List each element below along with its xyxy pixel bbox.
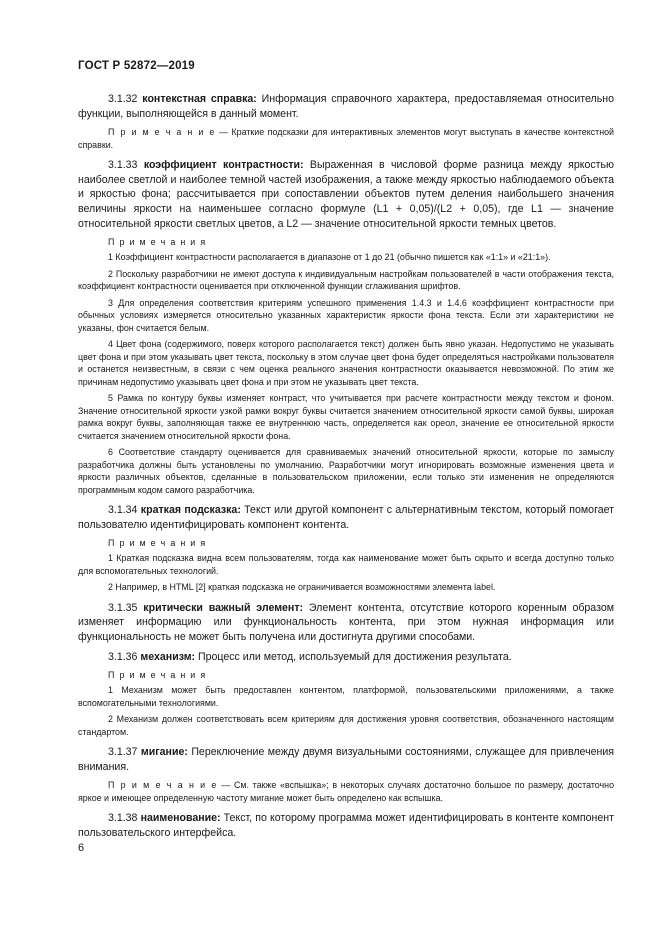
definition-text: Элемент контента, отсутствие которого коренным образом изменяет информацию или функциональность контента, при этом нужная информация или функциональность не может быть получена или достигнута другими способами.: [78, 601, 614, 644]
note-text: — См. также «вспышка»; в некоторых случаях достаточно большое по размеру, достаточно яркое и имеющее определенную частоту мигание может быть определено как вспышка.: [78, 780, 615, 803]
definition-text: Текст или другой компонент с альтернативным текстом, который помогает пользователю идентифицировать компонент контента.: [78, 504, 614, 531]
clause-number: 3.1.36: [108, 650, 138, 663]
term-name: мигание:: [140, 746, 188, 759]
term-name: коэффициент контрастности:: [143, 159, 304, 172]
note-text: — Краткие подсказки для интерактивных элементов могут выступать в качестве контекстной справки.: [78, 127, 614, 150]
clause-number: 3.1.35: [108, 601, 138, 614]
note-item: 5 Рамка по контуру буквы изменяет контраст, что учитывается при расчете контрастности между текстом и фоном. Значение относительной яркости узкой рамки вокруг буквы считается значением относительной яркости самой буквы, широкая рамка вокруг буквы, заполняющая также ее внутреннюю часть, определяется как ореол, значение ее относительной яркости считается значением относительной яркости фона.: [78, 393, 614, 441]
note: [78, 126, 614, 151]
term-name: краткая подсказка:: [140, 504, 241, 517]
note-item: 2 Механизм должен соответствовать всем критериям для достижения уровня соответствия, обозначенного настоящим стандартом.: [78, 714, 614, 737]
definition-text: Выраженная в числовой форме разница между яркостью наиболее светлой и наиболее темной частей изображения, а также между яркостью наблюдаемого объекта и яркостью фона; рассчитывается при сопоставлении объектов путем деления наибольшего значения величины яркости на наименьшее согласно формуле (L1 + 0,05)/(L2 + 0,05), где L1 — значение относительной яркости светлых цветов, а L2 — значение относительной яркости темных цветов.: [78, 159, 614, 230]
notes-heading: П р и м е ч а н и я: [108, 538, 207, 549]
definition-text: Переключение между двумя визуальными состояниями, служащее для привлечения внимания.: [78, 746, 614, 773]
clause-number: 3.1.32: [108, 93, 138, 105]
notes-heading: П р и м е ч а н и я: [108, 237, 207, 248]
clause-number: 3.1.38: [108, 812, 138, 825]
term-definition: [78, 92, 614, 121]
term-name: наименование:: [140, 812, 221, 825]
term-definition: [78, 158, 614, 231]
note-item: 6 Соответствие стандарту оценивается для сравниваемых значений относительной яркости, которые по замыслу разработчика должны быть установлены по умолчанию. Разработчики могут игнорировать возможные изменения цвета и яркости различных объектов, сделанные в пользовательском приложении, если только эти изменения не определяются программным кодом самого разработчика.: [78, 447, 614, 495]
term-definition: [78, 503, 614, 532]
definition-text: Информация справочного характера, предоставляемая относительно функции, выполняющейся в данный момент.: [78, 93, 614, 120]
term-name: критически важный элемент:: [143, 601, 304, 614]
clause-number: 3.1.34: [108, 504, 138, 517]
note-label: П р и м е ч а н и е: [108, 780, 218, 791]
term-definition: [78, 811, 614, 840]
definition-text: Процесс или метод, используемый для достижения результата.: [195, 650, 512, 663]
document-header: ГОСТ Р 52872—2019: [78, 60, 195, 72]
clause-number: 3.1.33: [108, 159, 138, 172]
notes-heading: П р и м е ч а н и я: [108, 670, 207, 681]
term-definition: [78, 601, 614, 645]
note-item: 3 Для определения соответствия критериям успешного применения 1.4.3 и 1.4.6 коэффициент контрастности при обычных условиях измеряется относительно указанных характеристик яркости фона текста. Если эти характеристики не указаны, фон считается белым.: [78, 297, 614, 333]
note-item: 2 Например, в HTML [2] краткая подсказка не ограничивается возможностями элемента label.: [108, 582, 496, 593]
term-name: контекстная справка:: [142, 93, 257, 105]
note-item: 1 Коэффициент контрастности располагается в диапазоне от 1 до 21 (обычно пишется как «1:1» и «21:1»).: [108, 252, 551, 263]
note-item: 1 Механизм может быть предоставлен контентом, платформой, пользовательскими приложениями, а также вспомогательными технологиями.: [78, 685, 614, 708]
note-item: 2 Поскольку разработчики не имеют доступа к индивидуальным настройкам пользователей в части отображения текста, коэффициент контрастности оценивается при отключенной функции сглаживания шрифтов.: [78, 268, 614, 292]
page-number: 6: [78, 842, 85, 854]
note: [78, 779, 614, 804]
document-body: [78, 92, 614, 846]
term-definition: [78, 650, 614, 665]
definition-text: Текст, по которому программа может идентифицировать в контенте компонент пользовательского интерфейса.: [78, 812, 614, 839]
note-item: 1 Краткая подсказка видна всем пользователям, тогда как наименование может быть скрыто и всегда доступно только для вспомогательных технологий.: [78, 553, 614, 576]
term-name: механизм:: [140, 650, 196, 663]
clause-number: 3.1.37: [108, 746, 138, 759]
note-item: 4 Цвет фона (содержимого, поверх которого располагается текст) должен быть явно указан. Недопустимо не указывать цвет фона и при этом указывать цвет текста, поскольку в этом случае цвет фона будет определяться настройками пользователя и останется неизвестным, в связи с чем оценка реального значения контрастности оказывается невозможной. По этим же причинам недопустимо указывать цвет фона и при этом не указывать цвет текста.: [78, 339, 614, 387]
note-label: П р и м е ч а н и е: [108, 127, 216, 138]
term-definition: [78, 745, 614, 774]
